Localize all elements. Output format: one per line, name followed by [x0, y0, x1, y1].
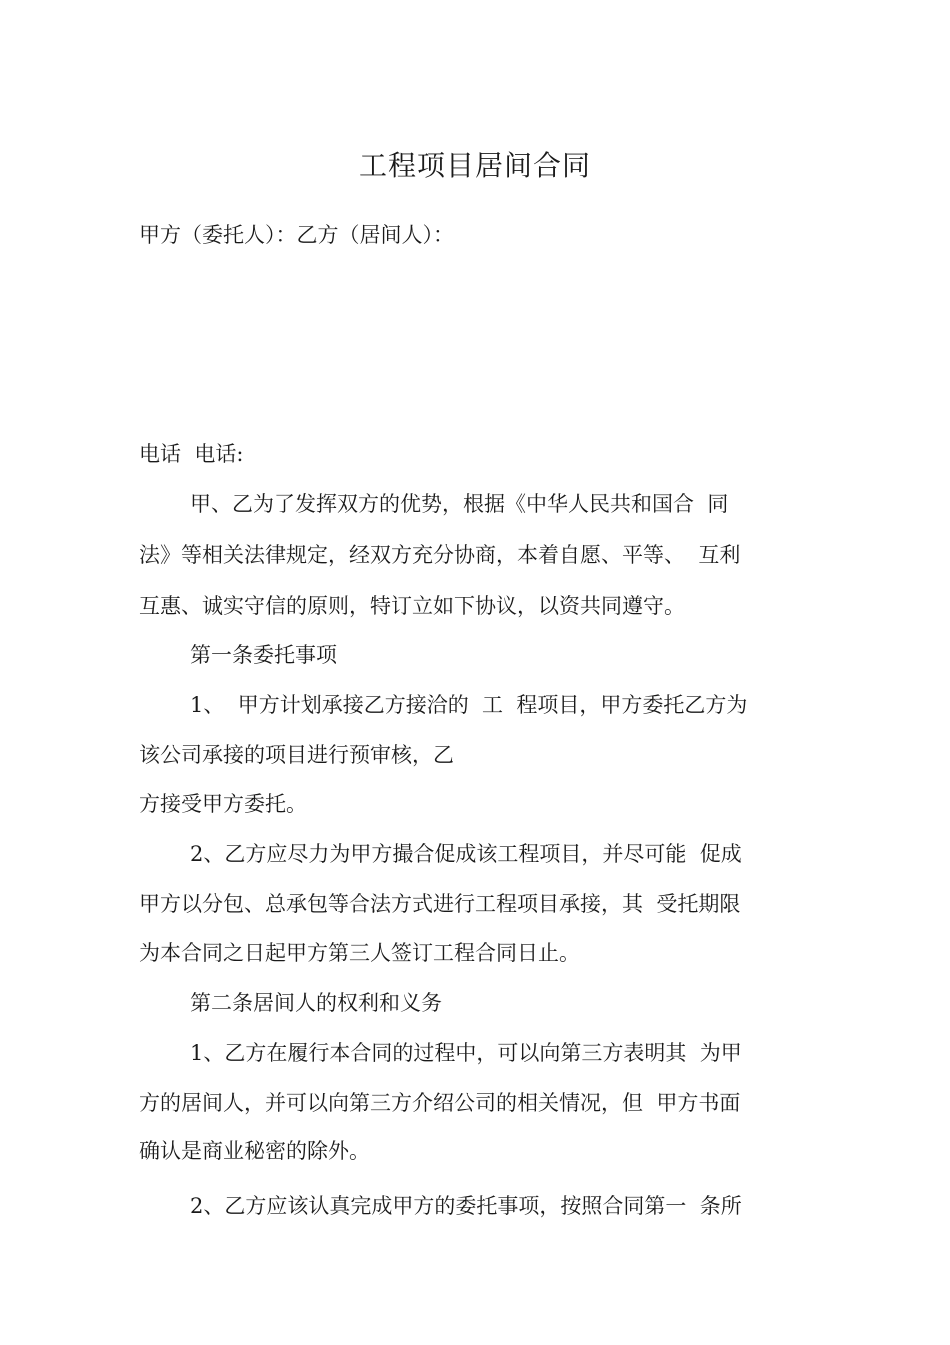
body-line: 方接受甲方委托。 [139, 792, 307, 816]
body-line: 2、乙方应尽力为甲方撮合促成该工程项目，并尽可能 促成 [190, 842, 742, 866]
section-heading: 第一条委托事项 [190, 643, 337, 667]
body-line: 甲方以分包、总承包等合法方式进行工程项目承接，其 受托期限 [139, 892, 741, 916]
body-line: 该公司承接的项目进行预审核，乙 [139, 743, 454, 767]
parties-line: 甲方（委托人）：乙方（居间人）： [139, 223, 454, 247]
body-line: 互惠、诚实守信的原则，特订立如下协议，以资共同遵守。 [139, 594, 685, 618]
body-line: 方的居间人，并可以向第三方介绍公司的相关情况，但 甲方书面 [139, 1091, 741, 1115]
body-line: 甲、乙为了发挥双方的优势，根据《中华人民共和国合 同 [190, 492, 729, 516]
section-heading: 第二条居间人的权利和义务 [190, 991, 442, 1015]
document-title: 工程项目居间合同 [358, 149, 591, 182]
body-line: 确认是商业秘密的除外。 [139, 1139, 370, 1163]
body-line: 1、乙方在履行本合同的过程中，可以向第三方表明其 为甲 [190, 1041, 742, 1065]
body-line: 1、 甲方计划承接乙方接洽的 工 程项目，甲方委托乙方为 [190, 693, 748, 717]
body-line: 法》等相关法律规定，经双方充分协商，本着自愿、平等、 互利 [139, 543, 741, 567]
body-line: 2、乙方应该认真完成甲方的委托事项，按照合同第一 条所 [190, 1194, 742, 1218]
phone-line: 电话 电话: [139, 442, 244, 466]
body-line: 为本合同之日起甲方第三人签订工程合同日止。 [139, 941, 580, 965]
